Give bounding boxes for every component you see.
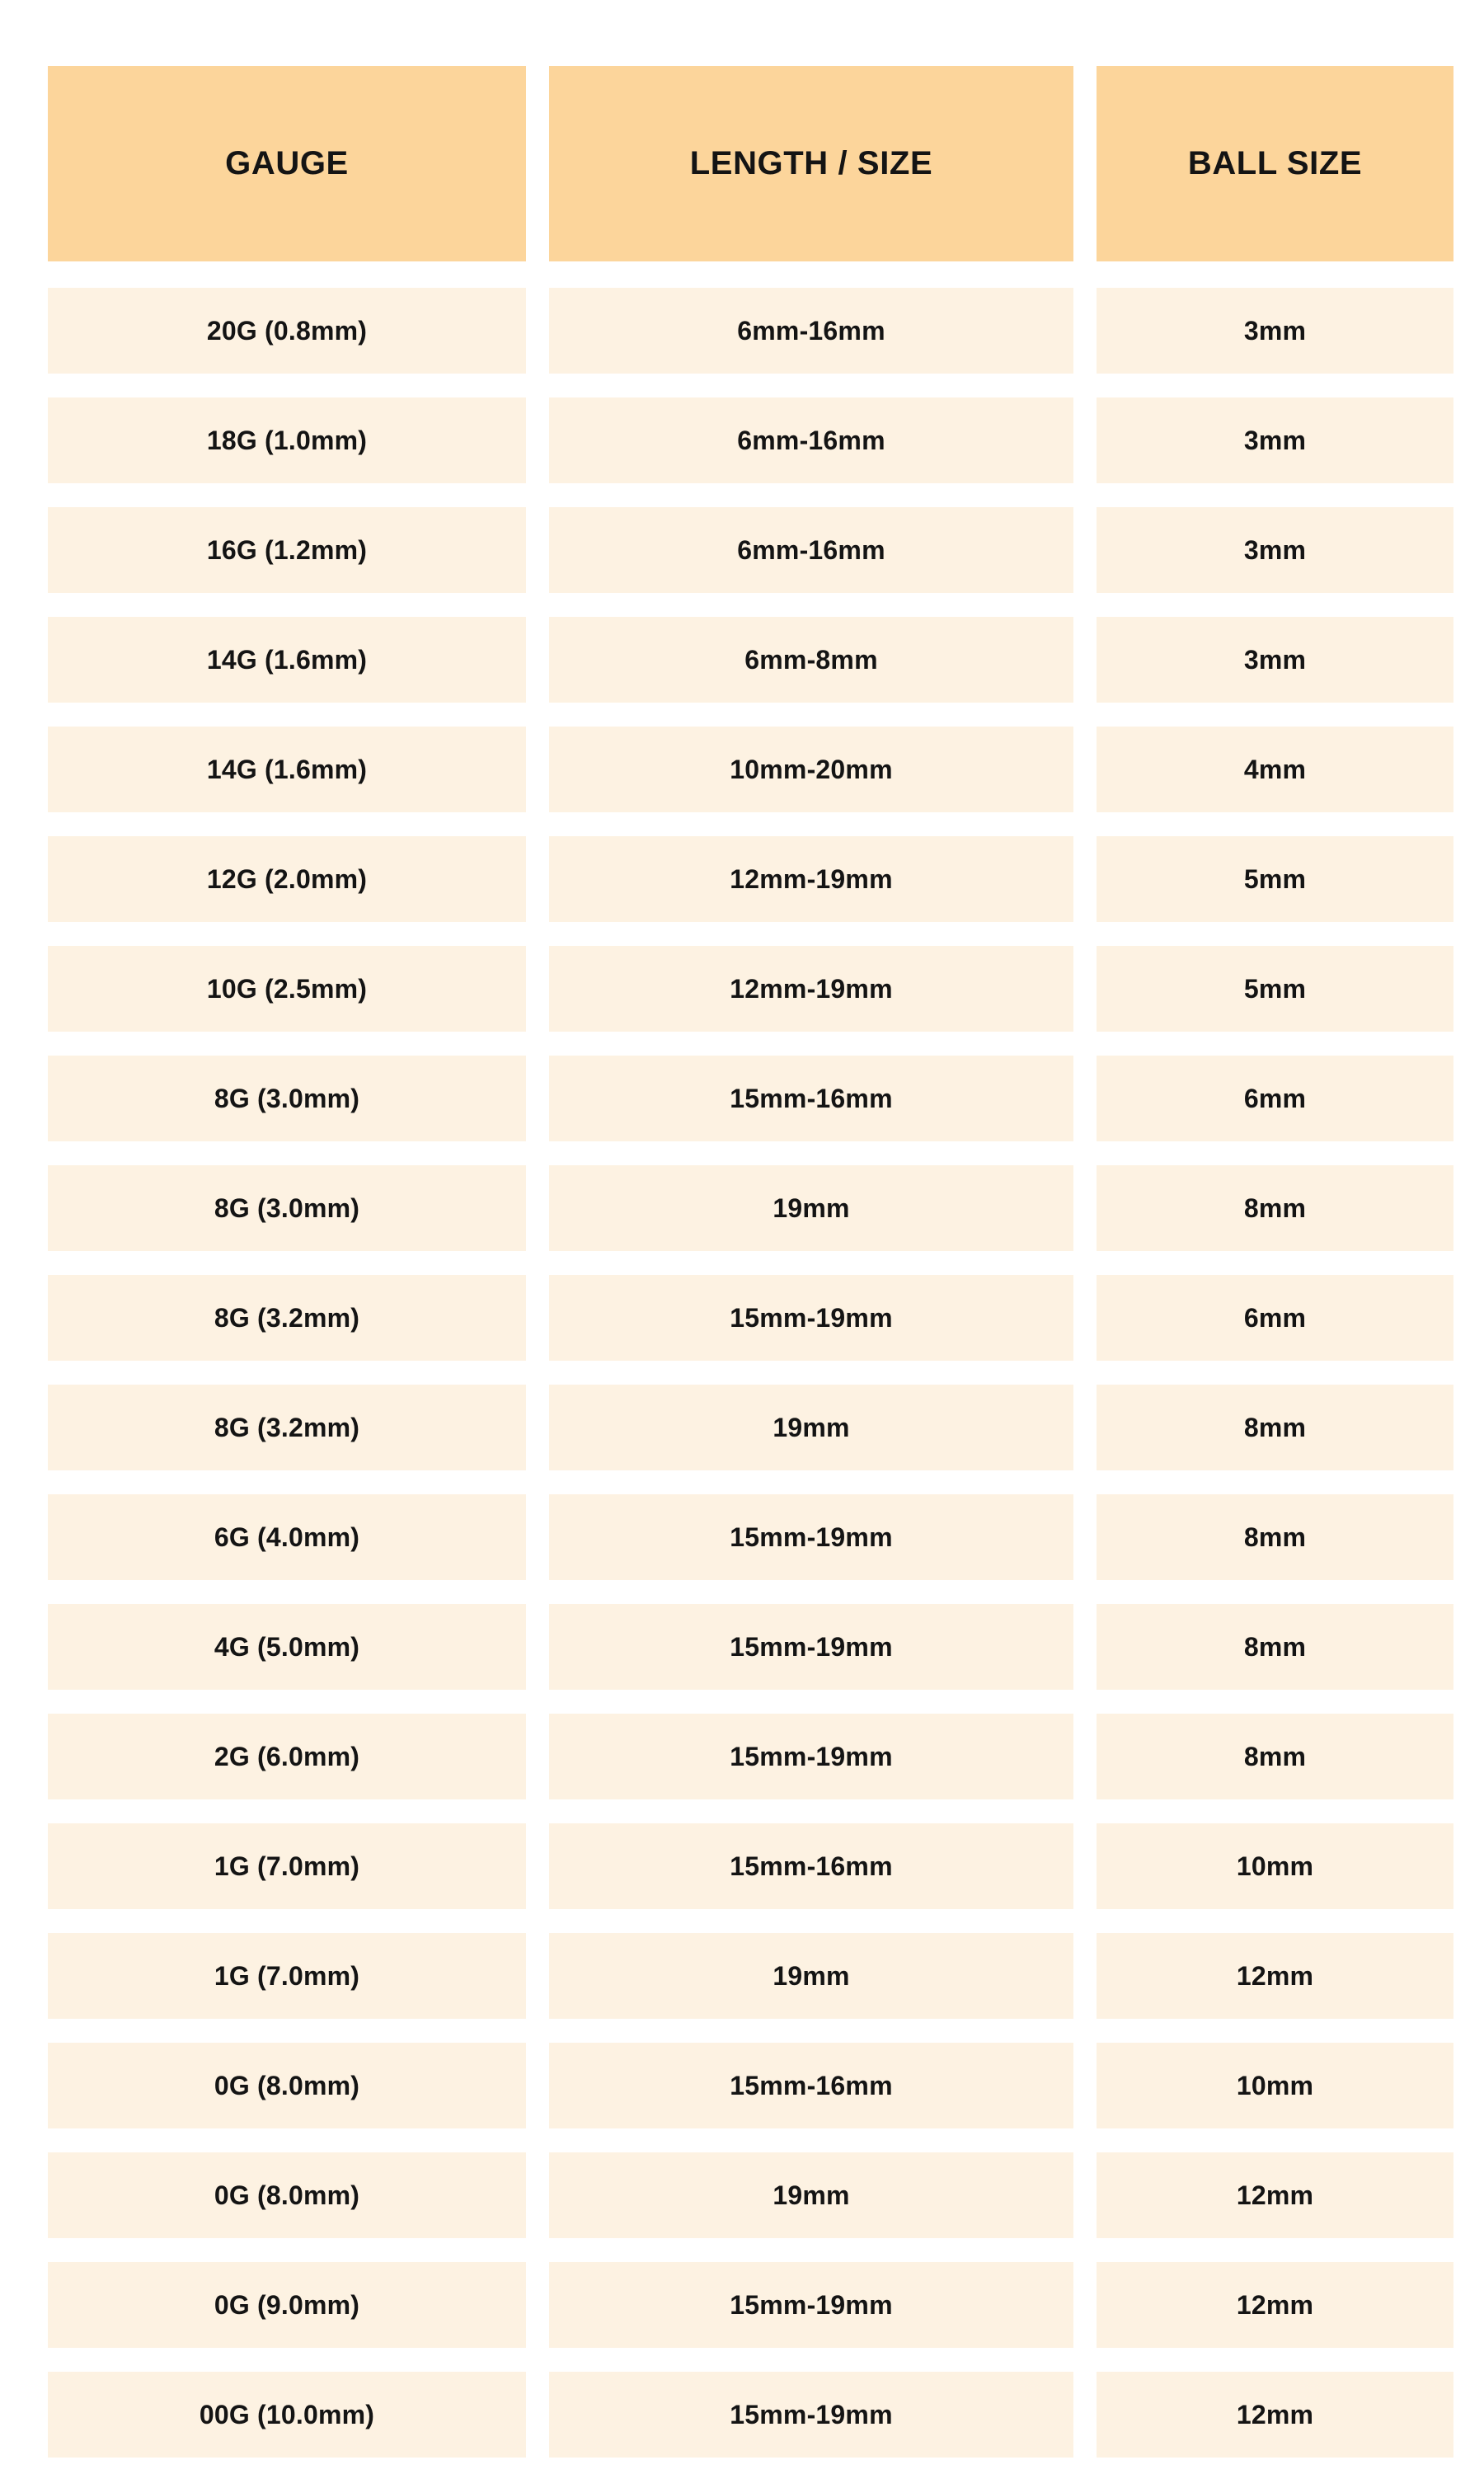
length-size-cell: 6mm-16mm <box>549 397 1073 483</box>
table-body <box>48 288 1453 2458</box>
gauge-cell: 0G (8.0mm) <box>48 2043 526 2128</box>
ball-size-cell: 10mm <box>1097 1823 1453 1909</box>
ball-size-cell: 6mm <box>1097 1056 1453 1141</box>
length-size-cell: 15mm-19mm <box>549 1494 1073 1580</box>
column-header-ball-size: BALL SIZE <box>1097 66 1453 261</box>
ball-size-cell: 8mm <box>1097 1714 1453 1799</box>
gauge-cell: 6G (4.0mm) <box>48 1494 526 1580</box>
column-header-gauge: GAUGE <box>48 66 526 261</box>
gauge-cell: 12G (2.0mm) <box>48 836 526 922</box>
gauge-cell: 8G (3.2mm) <box>48 1275 526 1361</box>
gauge-cell: 14G (1.6mm) <box>48 617 526 703</box>
length-size-cell: 6mm-8mm <box>549 617 1073 703</box>
length-size-cell: 15mm-19mm <box>549 1275 1073 1361</box>
gauge-cell: 2G (6.0mm) <box>48 1714 526 1799</box>
ball-size-cell: 4mm <box>1097 727 1453 812</box>
gauge-cell: 0G (9.0mm) <box>48 2262 526 2348</box>
gauge-cell: 8G (3.2mm) <box>48 1385 526 1470</box>
ball-size-cell: 10mm <box>1097 2043 1453 2128</box>
length-size-cell: 15mm-16mm <box>549 1823 1073 1909</box>
length-size-cell: 19mm <box>549 1385 1073 1470</box>
ball-size-cell: 12mm <box>1097 2262 1453 2348</box>
gauge-cell: 8G (3.0mm) <box>48 1165 526 1251</box>
ball-size-cell: 12mm <box>1097 2372 1453 2458</box>
length-size-cell: 19mm <box>549 1165 1073 1251</box>
length-size-cell: 10mm-20mm <box>549 727 1073 812</box>
table-header-row <box>48 66 1453 261</box>
ball-size-cell: 3mm <box>1097 397 1453 483</box>
ball-size-cell: 8mm <box>1097 1165 1453 1251</box>
length-size-cell: 15mm-16mm <box>549 2043 1073 2128</box>
ball-size-cell: 8mm <box>1097 1604 1453 1690</box>
gauge-cell: 14G (1.6mm) <box>48 727 526 812</box>
gauge-cell: 0G (8.0mm) <box>48 2152 526 2238</box>
length-size-cell: 12mm-19mm <box>549 946 1073 1032</box>
gauge-cell: 10G (2.5mm) <box>48 946 526 1032</box>
gauge-cell: 20G (0.8mm) <box>48 288 526 374</box>
ball-size-cell: 3mm <box>1097 507 1453 593</box>
ball-size-cell: 3mm <box>1097 288 1453 374</box>
length-size-cell: 15mm-19mm <box>549 2262 1073 2348</box>
gauge-cell: 00G (10.0mm) <box>48 2372 526 2458</box>
gauge-cell: 16G (1.2mm) <box>48 507 526 593</box>
column-header-length-size: LENGTH / SIZE <box>549 66 1073 261</box>
gauge-cell: 4G (5.0mm) <box>48 1604 526 1690</box>
gauge-cell: 1G (7.0mm) <box>48 1823 526 1909</box>
length-size-cell: 19mm <box>549 1933 1073 2019</box>
ball-size-cell: 12mm <box>1097 1933 1453 2019</box>
ball-size-cell: 12mm <box>1097 2152 1453 2238</box>
length-size-cell: 15mm-19mm <box>549 2372 1073 2458</box>
gauge-cell: 8G (3.0mm) <box>48 1056 526 1141</box>
length-size-cell: 15mm-19mm <box>549 1714 1073 1799</box>
length-size-cell: 6mm-16mm <box>549 288 1073 374</box>
gauge-cell: 1G (7.0mm) <box>48 1933 526 2019</box>
length-size-cell: 15mm-19mm <box>549 1604 1073 1690</box>
ball-size-cell: 5mm <box>1097 836 1453 922</box>
ball-size-cell: 5mm <box>1097 946 1453 1032</box>
gauge-cell: 18G (1.0mm) <box>48 397 526 483</box>
ball-size-cell: 6mm <box>1097 1275 1453 1361</box>
length-size-cell: 15mm-16mm <box>549 1056 1073 1141</box>
length-size-cell: 19mm <box>549 2152 1073 2238</box>
ball-size-cell: 8mm <box>1097 1385 1453 1470</box>
length-size-cell: 6mm-16mm <box>549 507 1073 593</box>
ball-size-cell: 3mm <box>1097 617 1453 703</box>
length-size-cell: 12mm-19mm <box>549 836 1073 922</box>
ball-size-cell: 8mm <box>1097 1494 1453 1580</box>
